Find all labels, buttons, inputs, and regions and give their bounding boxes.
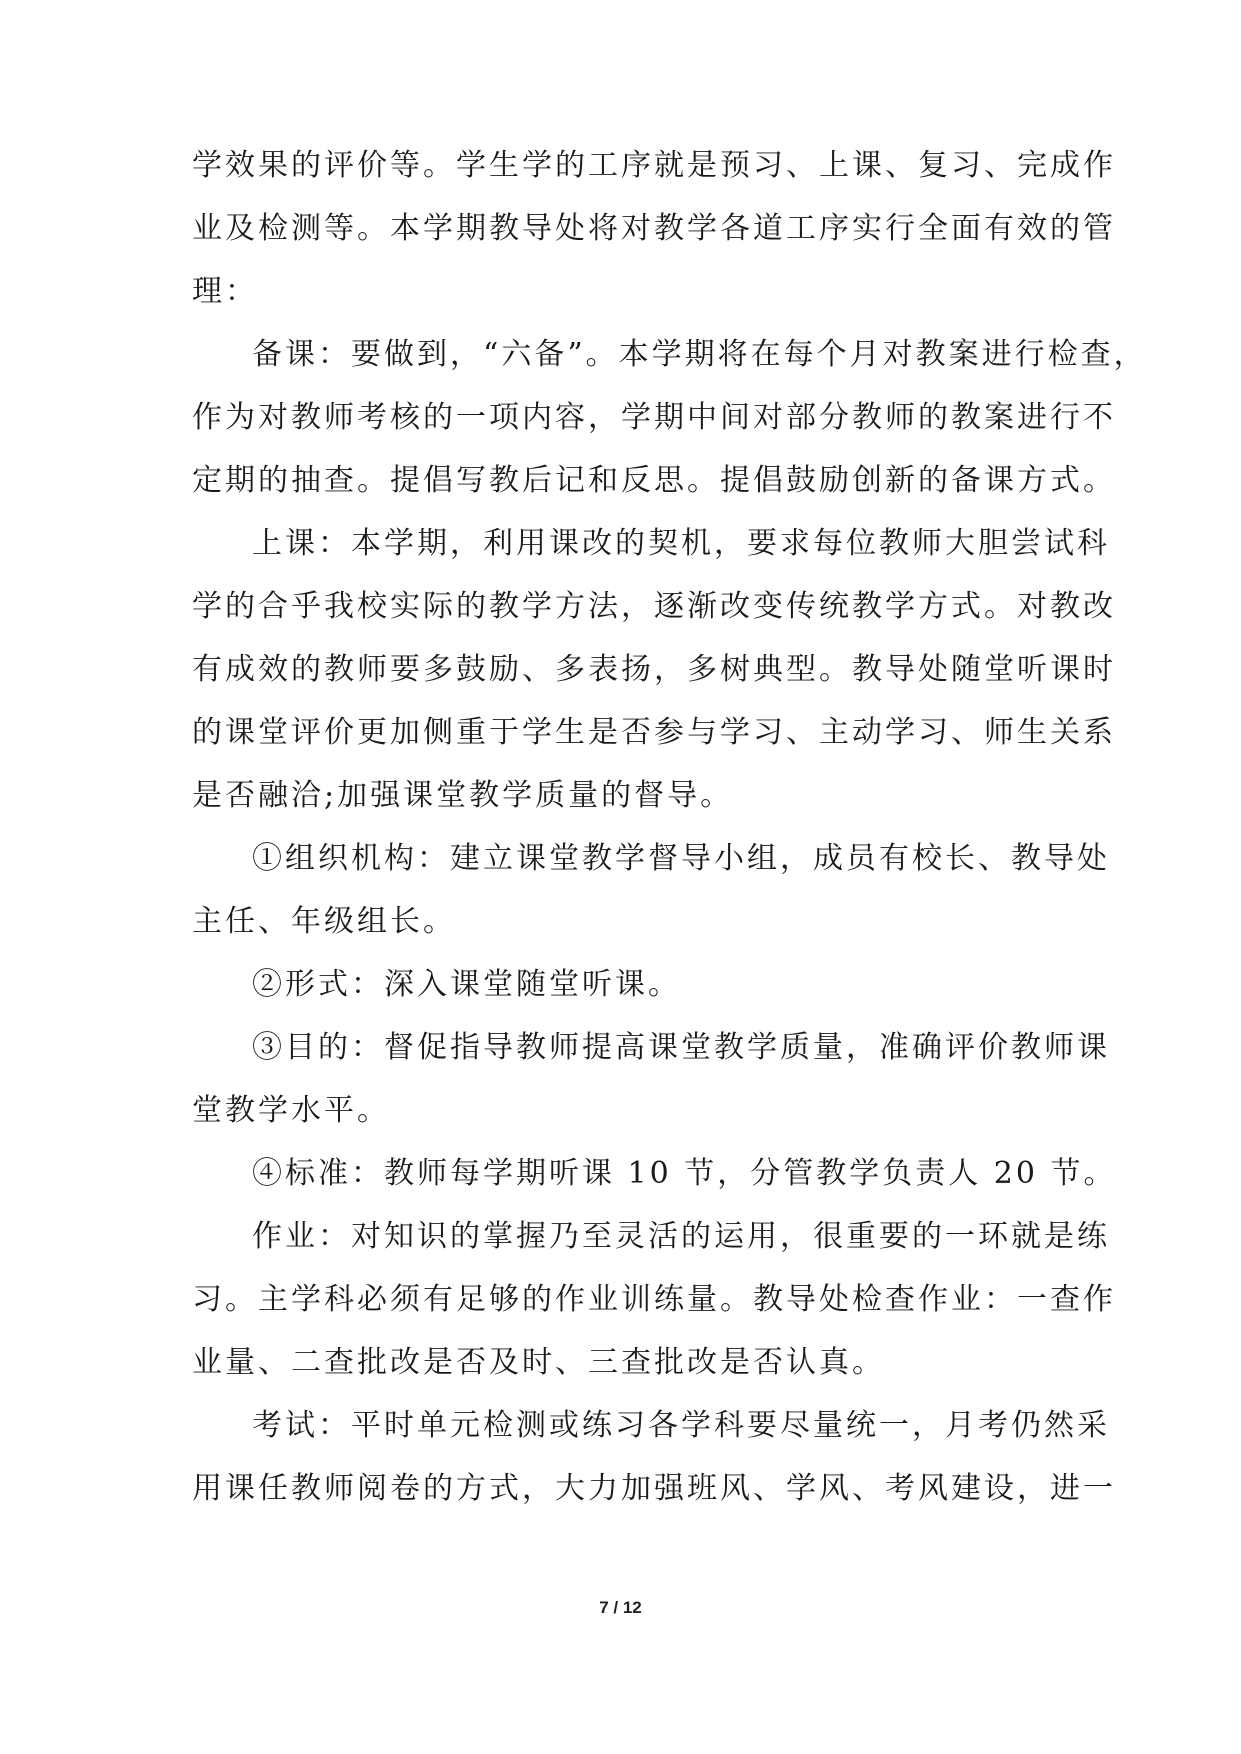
paragraph-start-line: 上课：本学期，利用课改的契机，要求每位教师大胆尝试科	[252, 526, 1110, 561]
text-line: 主任、年级组长。	[192, 904, 456, 939]
text-line: 堂教学水平。	[192, 1093, 390, 1128]
text-line: 定期的抽查。提倡写教后记和反思。提倡鼓励创新的备课方式。	[192, 463, 1116, 498]
text-line: 习。主学科必须有足够的作业训练量。教导处检查作业：一查作	[192, 1282, 1116, 1317]
text-line: 的课堂评价更加侧重于学生是否参与学习、主动学习、师生关系	[192, 715, 1116, 750]
text-line: 业量、二查批改是否及时、三查批改是否认真。	[192, 1345, 885, 1380]
text-line: 用课任教师阅卷的方式，大力加强班风、学风、考风建设，进一	[192, 1471, 1116, 1506]
paragraph-start-line: 考试：平时单元检测或练习各学科要尽量统一，月考仍然采	[252, 1408, 1110, 1443]
paragraph-start-line: ②形式：深入课堂随堂听课。	[252, 967, 681, 1002]
text-line: 作为对教师考核的一项内容，学期中间对部分教师的教案进行不	[192, 400, 1116, 435]
text-line: 理：	[192, 274, 258, 309]
text-line: 业及检测等。本学期教导处将对教学各道工序实行全面有效的管	[192, 211, 1116, 246]
text-line: 学的合乎我校实际的教学方法，逐渐改变传统教学方式。对教改	[192, 589, 1116, 624]
page-number: 7 / 12	[599, 1598, 642, 1617]
text-line: 学效果的评价等。学生学的工序就是预习、上课、复习、完成作	[192, 148, 1116, 183]
paragraph-start-line: 备课：要做到，“六备”。本学期将在每个月对教案进行检查，	[252, 337, 1147, 372]
paragraph-start-line: ④标准：教师每学期听课 10 节，分管教学负责人 20 节。	[252, 1156, 1117, 1191]
text-line: 有成效的教师要多鼓励、多表扬，多树典型。教导处随堂听课时	[192, 652, 1116, 687]
paragraph-start-line: ①组织机构：建立课堂教学督导小组，成员有校长、教导处	[252, 841, 1110, 876]
paragraph-start-line: 作业：对知识的掌握乃至灵活的运用，很重要的一环就是练	[252, 1219, 1110, 1254]
text-line: 是否融洽;加强课堂教学质量的督导。	[192, 778, 734, 813]
paragraph-start-line: ③目的：督促指导教师提高课堂教学质量，准确评价教师课	[252, 1030, 1110, 1065]
